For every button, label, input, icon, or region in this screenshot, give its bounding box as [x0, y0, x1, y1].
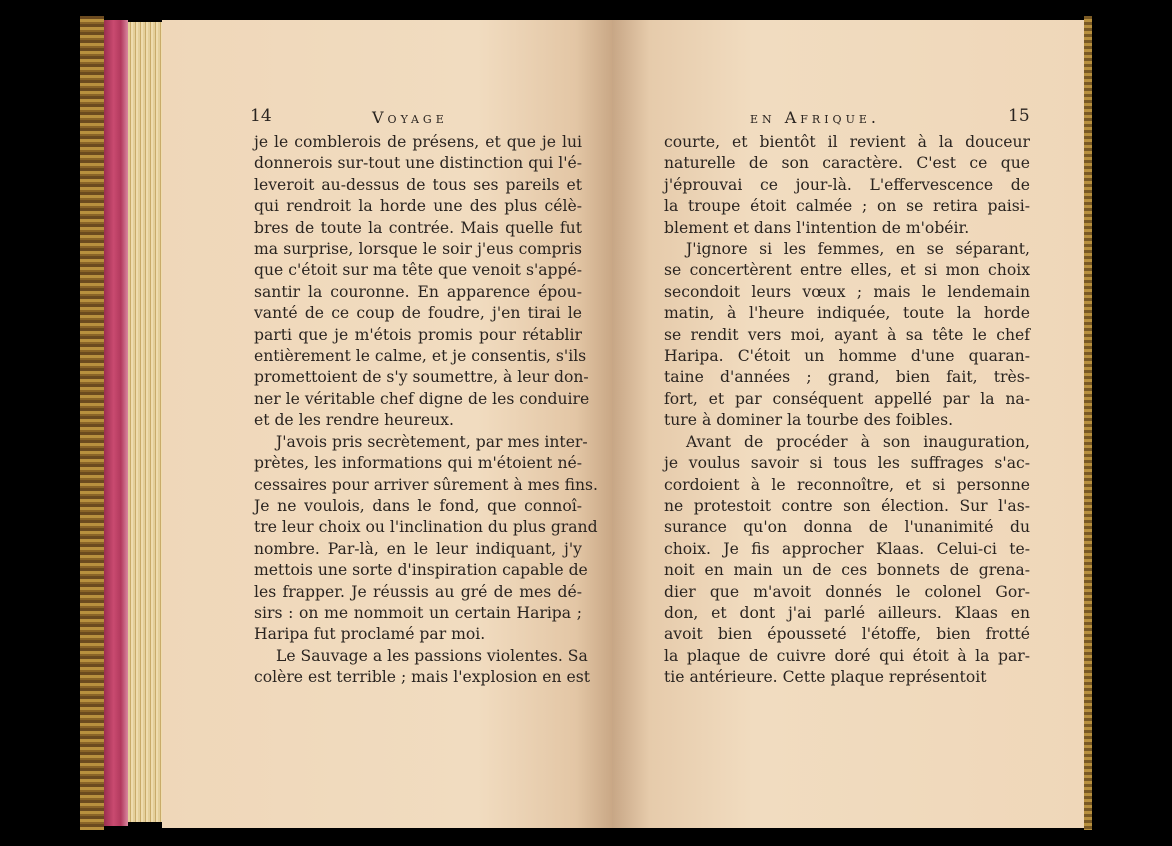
text-line: ner le véritable chef digne de les conduire: [254, 389, 590, 408]
text-line: la plaque de cuivre doré qui étoit à la par-: [664, 646, 1030, 665]
text-line: sirs : on me nommoit un certain Haripa ;: [254, 603, 582, 622]
text-line: dier que m'avoit donnés le colonel Gor-: [664, 582, 1030, 601]
text-line: fort, et par conséquent appellé par la na-: [664, 389, 1030, 408]
text-line: cessaires pour arriver sûrement à mes fins.: [254, 475, 598, 494]
text-line: vanté de ce coup de foudre, j'en tirai le: [254, 304, 582, 323]
text-line: promettoient de s'y soumettre, à leur don-: [254, 368, 589, 387]
left-page-text: [254, 132, 598, 689]
text-line: donnerois sur-tout une distinction qui l'é-: [254, 154, 582, 173]
text-line: ne protestoit contre son élection. Sur l'as-: [664, 496, 1030, 515]
text-line: noit en main un de ces bonnets de grena-: [664, 561, 1030, 580]
text-line: colère est terrible ; mais l'explosion en est: [254, 668, 590, 687]
text-line: santir la couronne. En apparence épou-: [254, 282, 582, 301]
text-line: naturelle de son caractère. C'est ce que: [664, 154, 1030, 173]
text-line: J'ignore si les femmes, en se séparant,: [686, 240, 1030, 259]
text-line: choix. Je fis approcher Klaas. Celui-ci te-: [664, 539, 1030, 558]
text-line: bres de toute la contrée. Mais quelle fut: [254, 218, 582, 237]
text-line: leveroit au-dessus de tous ses pareils et: [254, 175, 582, 194]
text-line: cordoient à le reconnoître, et si personne: [664, 475, 1030, 494]
gilt-page-edges: [128, 22, 162, 822]
right-page-number: 15: [1008, 106, 1030, 126]
text-line: J'avois pris secrètement, par mes inter-: [276, 432, 588, 451]
text-line: Je ne voulois, dans le fond, que connoî-: [254, 496, 582, 515]
left-running-head: Voyage: [372, 108, 448, 127]
right-running-head: en Afrique.: [750, 108, 880, 127]
text-line: matin, à l'heure indiquée, toute la horde: [664, 304, 1030, 323]
text-line: se concertèrent entre elles, et si mon choix: [664, 261, 1030, 280]
text-line: tre leur choix ou l'inclination du plus grand: [254, 518, 598, 537]
left-page-number: 14: [250, 106, 272, 126]
text-line: nombre. Par-là, en le leur indiquant, j'y: [254, 539, 582, 558]
text-line: parti que je m'étois promis pour rétablir: [254, 325, 582, 344]
text-line: blement et dans l'intention de m'obéir.: [664, 218, 970, 237]
text-line: qui rendroit la horde une des plus célè-: [254, 197, 582, 216]
text-line: taine d'années ; grand, bien fait, très-: [664, 368, 1030, 387]
text-line: prètes, les informations qui m'étoient né-: [254, 454, 582, 473]
text-line: les frapper. Je réussis au gré de mes dé-: [254, 582, 582, 601]
text-line: secondoit leurs vœux ; mais le lendemain: [664, 282, 1030, 301]
text-line: Le Sauvage a les passions violentes. Sa: [276, 646, 588, 665]
text-line: et de les rendre heureux.: [254, 411, 454, 430]
text-line: avoit bien épousseté l'étoffe, bien frotté: [664, 625, 1030, 644]
text-line: courte, et bientôt il revient à la douceur: [664, 133, 1030, 151]
right-page-text: [664, 132, 1030, 689]
text-line: j'éprouvai ce jour-là. L'effervescence de: [664, 175, 1030, 194]
text-line: ture à dominer la tourbe des foibles.: [664, 411, 954, 430]
text-line: mettois une sorte d'inspiration capable de: [254, 561, 588, 580]
text-line: Haripa fut proclamé par moi.: [254, 625, 486, 644]
text-line: Haripa. C'étoit un homme d'une quaran-: [664, 347, 1030, 366]
right-page: [612, 20, 1084, 828]
text-line: je voulus savoir si tous les suffrages s'ac-: [664, 454, 1030, 473]
text-line: entièrement le calme, et je consentis, s'ils: [254, 347, 587, 366]
book-spine-edge: [80, 16, 104, 830]
book-fore-edge: [1084, 16, 1092, 830]
text-line: Avant de procéder à son inauguration,: [686, 432, 1030, 451]
text-line: la troupe étoit calmée ; on se retira paisi-: [664, 197, 1030, 216]
text-line: surance qu'on donna de l'unanimité du: [664, 518, 1030, 537]
left-page: [162, 20, 612, 828]
open-book: [80, 16, 1092, 830]
text-line: ma surprise, lorsque le soir j'eus compris: [254, 240, 582, 259]
text-line: que c'étoit sur ma tête que venoit s'appé-: [254, 261, 582, 280]
text-line: se rendit vers moi, ayant à sa tête le chef: [664, 325, 1030, 344]
text-line: tie antérieure. Cette plaque représentoit: [664, 668, 987, 687]
text-line: je le comblerois de présens, et que je lui: [254, 133, 582, 151]
marbled-endpaper: [104, 20, 128, 826]
text-line: don, et dont j'ai parlé ailleurs. Klaas en: [664, 603, 1030, 622]
